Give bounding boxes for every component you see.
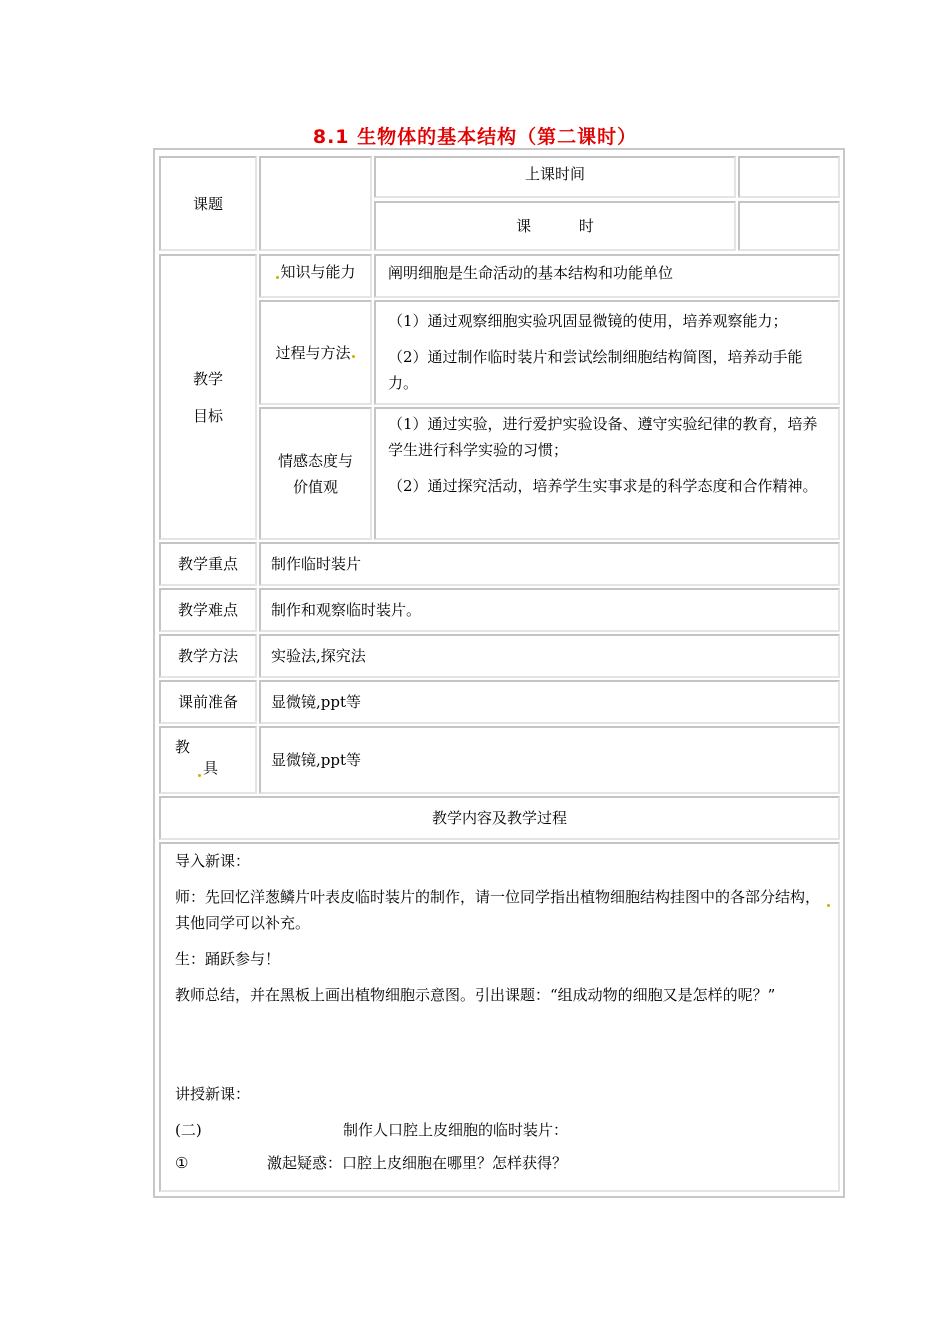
knowledge-label: 知识与能力 bbox=[280, 263, 356, 281]
period-value-cell bbox=[738, 201, 840, 251]
preparation-label-cell bbox=[159, 680, 257, 724]
step-text: 激起疑惑：口腔上皮细胞在哪里？怎样获得？ bbox=[267, 1154, 568, 1172]
key-point-value: 制作临时装片 bbox=[271, 555, 362, 573]
difficulty-label: 教学难点 bbox=[177, 601, 238, 619]
section-number: (二) bbox=[175, 1121, 202, 1139]
key-point-value-cell bbox=[259, 542, 840, 586]
objectives-label-line2: 目标 bbox=[192, 406, 223, 425]
difficulty-value: 制作和观察临时装片。 bbox=[271, 601, 422, 619]
annotation-dot bbox=[276, 276, 279, 279]
difficulty-value-cell bbox=[259, 588, 840, 632]
intro-heading: 导入新课： bbox=[175, 852, 251, 870]
tools-label-line1: 教 bbox=[175, 738, 191, 756]
attitude-label-line2: 价值观 bbox=[292, 477, 338, 496]
annotation-dot bbox=[827, 904, 830, 907]
summary-paragraph: 教师总结，并在黑板上画出植物细胞示意图。引出课题：“组成动物的细胞又是怎样的呢？” bbox=[175, 986, 776, 1004]
method-value-cell bbox=[259, 634, 840, 678]
annotation-dot bbox=[352, 355, 355, 358]
class-time-value-cell bbox=[738, 156, 840, 198]
document-title: 8.1 生物体的基本结构（第二课时） bbox=[312, 126, 638, 148]
lesson-content-cell bbox=[159, 842, 840, 1192]
preparation-value-cell bbox=[259, 680, 840, 724]
student-line: 生：踊跃参与！ bbox=[175, 950, 281, 968]
tools-value-cell bbox=[259, 726, 840, 794]
tools-label-line2: 具 bbox=[203, 759, 219, 777]
attitude-point-1: （1）通过实验，进行爱护实验设备、遵守实验纪律的教育，培养学生进行科学实验的习惯； bbox=[388, 415, 818, 459]
knowledge-content-cell bbox=[374, 254, 840, 298]
class-time-label-cell bbox=[374, 156, 736, 198]
process-point-2: （2）通过制作临时装片和尝试绘制细胞结构简图，培养动手能力。 bbox=[388, 348, 803, 392]
method-label-cell bbox=[159, 634, 257, 678]
tools-label-cell bbox=[159, 726, 257, 794]
tools-value: 显微镜,ppt等 bbox=[271, 751, 362, 769]
step-number: ① bbox=[175, 1154, 189, 1172]
key-point-label-cell bbox=[159, 542, 257, 586]
knowledge-content: 阐明细胞是生命活动的基本结构和功能单位 bbox=[388, 264, 674, 282]
objectives-label-line1: 教学 bbox=[192, 369, 223, 388]
method-value: 实验法,探究法 bbox=[271, 647, 366, 665]
attitude-label-line1: 情感态度与 bbox=[277, 451, 353, 470]
attitude-label-cell bbox=[259, 407, 372, 540]
knowledge-label-cell bbox=[259, 254, 372, 298]
topic-label-cell bbox=[159, 156, 257, 251]
key-point-label: 教学重点 bbox=[177, 555, 238, 573]
step-line bbox=[175, 1150, 826, 1176]
method-label: 教学方法 bbox=[177, 647, 238, 665]
class-time-label: 上课时间 bbox=[524, 165, 585, 183]
annotation-dot bbox=[198, 774, 201, 777]
lesson-plan-table bbox=[153, 148, 845, 1198]
topic-label: 课题 bbox=[192, 194, 223, 213]
new-lesson-heading: 讲授新课： bbox=[175, 1085, 251, 1103]
topic-value-cell bbox=[259, 156, 372, 251]
attitude-content-cell bbox=[374, 407, 840, 540]
preparation-value: 显微镜,ppt等 bbox=[271, 693, 362, 711]
preparation-label: 课前准备 bbox=[177, 693, 238, 711]
process-header-cell bbox=[159, 796, 840, 840]
objectives-label-cell bbox=[159, 254, 257, 540]
section-title: 制作人口腔上皮细胞的临时装片： bbox=[343, 1121, 569, 1139]
teacher-paragraph bbox=[175, 884, 826, 936]
process-content-cell bbox=[374, 300, 840, 405]
process-label: 过程与方法 bbox=[275, 343, 351, 362]
attitude-point-2: （2）通过探究活动，培养学生实事求是的科学态度和合作精神。 bbox=[388, 477, 818, 495]
process-header: 教学内容及教学过程 bbox=[431, 809, 567, 827]
period-label-cell bbox=[374, 201, 736, 251]
difficulty-label-cell bbox=[159, 588, 257, 632]
period-label: 课 时 bbox=[516, 217, 594, 235]
process-label-cell bbox=[259, 300, 372, 405]
process-point-1: （1）通过观察细胞实验巩固显微镜的使用，培养观察能力； bbox=[388, 312, 788, 330]
teacher-text: 师：先回忆洋葱鳞片叶表皮临时装片的制作，请一位同学指出植物细胞结构挂图中的各部分结构，其他同学可以补充。 bbox=[175, 888, 821, 932]
section-heading-line bbox=[175, 1117, 826, 1143]
